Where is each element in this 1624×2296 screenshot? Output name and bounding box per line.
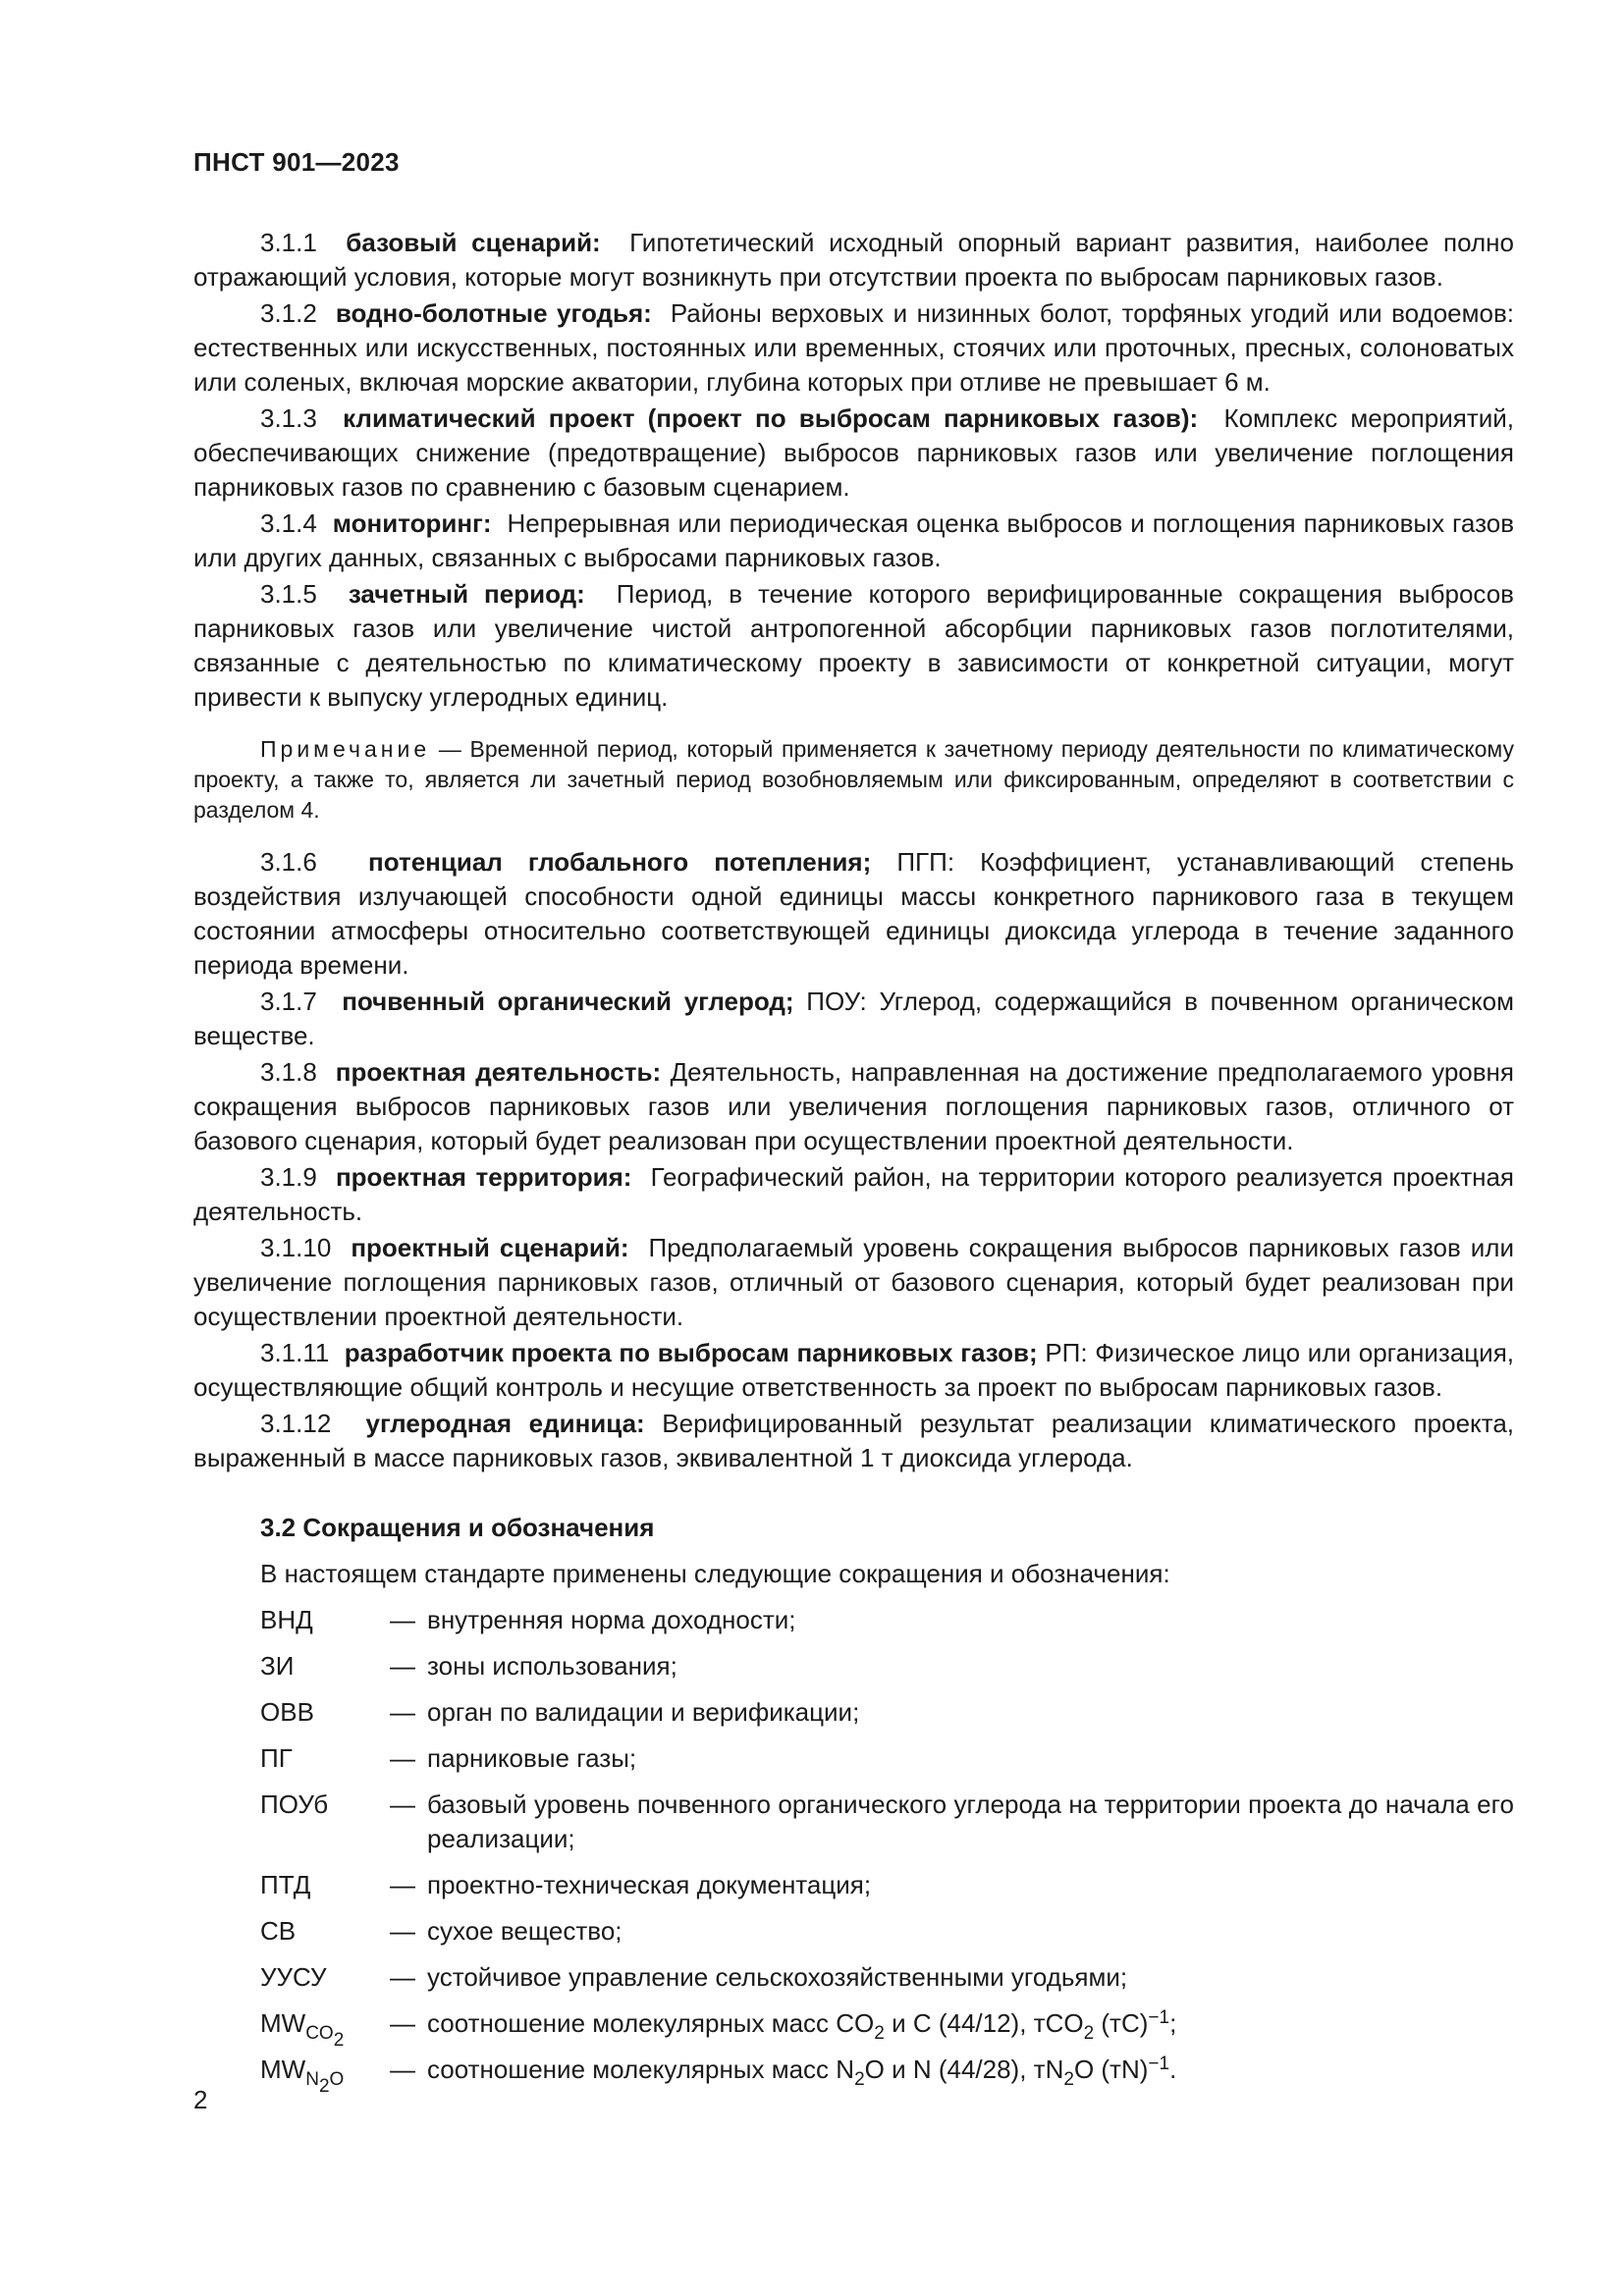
abbreviation-code: ПГ bbox=[260, 1743, 293, 1773]
abbreviation-row bbox=[260, 1868, 1514, 1902]
definition-term: разработчик проекта по выбросам парниковых газов; bbox=[344, 1338, 1038, 1367]
abbreviation-code: ПТД bbox=[260, 1870, 311, 1899]
definition-term: потенциал глобального потепления; bbox=[368, 847, 872, 877]
note-text: — Временной период, который применяется к зачетному периоду деятельности по климатическому проекту, а также то, является ли зачетный период возобновляемым или фиксированным, определяют в соответствии с разделом 4. bbox=[193, 736, 1514, 823]
definition-number: 3.1.5 bbox=[260, 579, 317, 609]
definition-text: Период, в течение которого верифицированные сокращения выбросов парниковых газов или увеличение чистой антропогенной абсорбции парниковых газов поглотителями, связанные с деятельностью по климатическому проекту в зависимости от конкретной ситуации, могут привести к выпуску углеродных единиц. bbox=[193, 579, 1514, 712]
definition-term: водно-болотные угодья: bbox=[335, 298, 652, 328]
definition-text: ПГП: Коэффициент, устанавливающий степень воздействия излучающей способности одной единицы массы конкретного парникового газа в текущем состоянии атмосферы относительно соответствующей единицы диоксида углерода в течение заданного периода времени. bbox=[193, 847, 1514, 980]
abbreviation-definition: устойчивое управление сельскохозяйственными угодьями; bbox=[427, 1962, 1128, 1992]
section-intro: В настоящем стандарте применены следующие сокращения и обозначения: bbox=[260, 1559, 1170, 1588]
definition-number: 3.1.6 bbox=[260, 847, 317, 877]
abbreviation-definition: сухое вещество; bbox=[427, 1916, 623, 1946]
abbreviation-definition: соотношение молекулярных масс $N_2O$ и N (44/28), $тN_2O$ (тN)$^{-1}$. bbox=[427, 2054, 1177, 2090]
definition-text: Предполагаемый уровень сокращения выбросов парниковых газов или увеличение поглощения парниковых газов, отличный от базового сценария, который будет реализован при осуществлении проектной деятельности. bbox=[193, 1233, 1514, 1331]
definition-term: почвенный органический углерод; bbox=[342, 987, 794, 1016]
abbreviation-definition: зоны использования; bbox=[427, 1651, 677, 1681]
definition-term: климатический проект (проект по выбросам парниковых газов): bbox=[343, 403, 1199, 433]
abbreviation-row bbox=[260, 1603, 1514, 1637]
abbreviation-dash: — bbox=[390, 2055, 415, 2084]
definition-3-1-12 bbox=[193, 1407, 1514, 1475]
abbreviation-definition: проектно-техническая документация; bbox=[427, 1870, 872, 1899]
definition-number: 3.1.9 bbox=[260, 1162, 317, 1192]
abbreviation-definition: орган по валидации и верификации; bbox=[427, 1697, 860, 1727]
definition-number: 3.1.3 bbox=[260, 403, 317, 433]
abbreviation-row bbox=[260, 1960, 1514, 1995]
document-id-header: ПНСТ 901—2023 bbox=[193, 147, 400, 177]
definition-3-1-1 bbox=[193, 226, 1514, 294]
abbreviation-dash: — bbox=[390, 1916, 415, 1946]
definition-text: РП: Физическое лицо или организация, осуществляющие общий контроль и несущие ответственность за проект по выбросам парниковых газов. bbox=[193, 1338, 1515, 1402]
definition-number: 3.1.1 bbox=[260, 228, 317, 257]
abbreviation-definition: парниковые газы; bbox=[427, 1743, 637, 1773]
definition-text: ПОУ: Углерод, содержащийся в почвенном органическом веществе. bbox=[193, 987, 1514, 1050]
abbreviation-row bbox=[260, 1741, 1514, 1776]
definition-text: Деятельность, направленная на достижение предполагаемого уровня сокращения выбросов парниковых газов или увеличения поглощения парниковых газов, отличного от базового сценария, который будет реализован при осуществлении проектной деятельности. bbox=[193, 1057, 1514, 1155]
abbreviation-code: ВНД bbox=[260, 1605, 313, 1634]
definition-3-1-5 bbox=[193, 577, 1514, 715]
abbreviation-dash: — bbox=[390, 1651, 415, 1681]
abbreviation-code: $MW_{N_2O}$ bbox=[260, 2055, 345, 2097]
definitions-list-2 bbox=[193, 845, 1514, 1475]
abbreviation-code: СВ bbox=[260, 1916, 297, 1946]
abbreviation-dash: — bbox=[390, 1697, 415, 1727]
definition-text: Гипотетический исходный опорный вариант развития, наиболее полно отражающий условия, которые могут возникнуть при отсутствии проекта по выбросам парниковых газов. bbox=[193, 228, 1515, 292]
definition-number: 3.1.12 bbox=[260, 1409, 332, 1438]
page-number: 2 bbox=[193, 2085, 208, 2114]
definition-3-1-9 bbox=[193, 1160, 1514, 1229]
definition-term: углеродная единица: bbox=[365, 1409, 645, 1438]
abbreviation-code: ЗИ bbox=[260, 1651, 295, 1681]
abbreviation-definition: соотношение молекулярных масс $CO_2$ и C (44/12), тCO$_2$ (тC)$^{-1}$; bbox=[427, 2007, 1177, 2044]
definition-3-1-4 bbox=[193, 507, 1514, 575]
abbreviation-code: ОВВ bbox=[260, 1697, 314, 1727]
definition-term: базовый сценарий: bbox=[346, 228, 601, 257]
abbreviation-code: $MW_{CO_2}$ bbox=[260, 2008, 345, 2051]
abbreviation-dash: — bbox=[390, 2008, 415, 2038]
abbreviation-dash: — bbox=[390, 1789, 415, 1819]
abbreviations-list bbox=[193, 1603, 1514, 2097]
definition-3-1-6 bbox=[193, 845, 1514, 983]
abbreviation-dash: — bbox=[390, 1962, 415, 1992]
definition-number: 3.1.4 bbox=[260, 508, 317, 538]
definition-3-1-8 bbox=[193, 1055, 1514, 1158]
abbreviation-code: ПОУб bbox=[260, 1789, 329, 1819]
abbreviation-row-mw-co2 bbox=[260, 2006, 1514, 2051]
definition-3-1-10 bbox=[193, 1231, 1514, 1334]
definition-3-1-3 bbox=[193, 401, 1514, 505]
definition-number: 3.1.2 bbox=[260, 298, 317, 328]
definition-number: 3.1.10 bbox=[260, 1233, 332, 1262]
definition-term: проектная территория: bbox=[335, 1162, 632, 1192]
definition-term: мониторинг: bbox=[332, 508, 492, 538]
abbreviation-row bbox=[260, 1695, 1514, 1730]
definition-text: Районы верховых и низинных болот, торфяных угодий или водоемов: естественных или искусственных, постоянных или временных, стоячих или проточных, пресных, солоноватых или соленых, включая морские акватории, глубина которых при отливе не превышает 6 м. bbox=[193, 298, 1515, 397]
definition-text: Комплекс мероприятий, обеспечивающих снижение (предотвращение) выбросов парниковых газов или увеличение поглощения парниковых газов по сравнению с базовым сценарием. bbox=[193, 403, 1515, 502]
definition-3-1-2 bbox=[193, 296, 1514, 400]
section-title: 3.2 Сокращения и обозначения bbox=[260, 1513, 655, 1542]
definition-term: проектная деятельность: bbox=[335, 1057, 662, 1087]
document-body bbox=[193, 226, 1514, 2099]
abbreviation-row bbox=[260, 1649, 1514, 1683]
abbreviation-dash: — bbox=[390, 1743, 415, 1773]
definition-3-1-7 bbox=[193, 985, 1514, 1053]
abbreviation-definition: базовый уровень почвенного органического углерода на территории проекта до начала его реализации; bbox=[427, 1789, 1514, 1853]
definition-term: зачетный период: bbox=[348, 579, 585, 609]
abbreviation-dash: — bbox=[390, 1870, 415, 1899]
abbreviation-row-mw-n2o bbox=[260, 2053, 1514, 2097]
abbreviation-dash: — bbox=[390, 1605, 415, 1634]
abbreviation-row bbox=[260, 1914, 1514, 1949]
definition-text: Непрерывная или периодическая оценка выбросов и поглощения парниковых газов или других данных, связанных с выбросами парниковых газов. bbox=[193, 508, 1515, 572]
abbreviation-definition: внутренняя норма доходности; bbox=[427, 1605, 796, 1634]
definition-term: проектный сценарий: bbox=[351, 1233, 629, 1262]
definition-text: Верифицированный результат реализации климатического проекта, выраженный в массе парниковых газов, эквивалентной 1 т диоксида углерода. bbox=[193, 1409, 1515, 1472]
abbreviation-row bbox=[260, 1788, 1514, 1856]
definition-text: Географический район, на территории которого реализуется проектная деятельность. bbox=[193, 1162, 1515, 1226]
definition-3-1-11 bbox=[193, 1336, 1514, 1405]
definitions-list-1 bbox=[193, 226, 1514, 715]
note bbox=[193, 734, 1514, 826]
definition-number: 3.1.7 bbox=[260, 987, 317, 1016]
note-label: Примечание bbox=[260, 736, 431, 762]
abbreviation-code: УУСУ bbox=[260, 1962, 327, 1992]
definition-number: 3.1.8 bbox=[260, 1057, 317, 1087]
definition-number: 3.1.11 bbox=[260, 1338, 330, 1367]
